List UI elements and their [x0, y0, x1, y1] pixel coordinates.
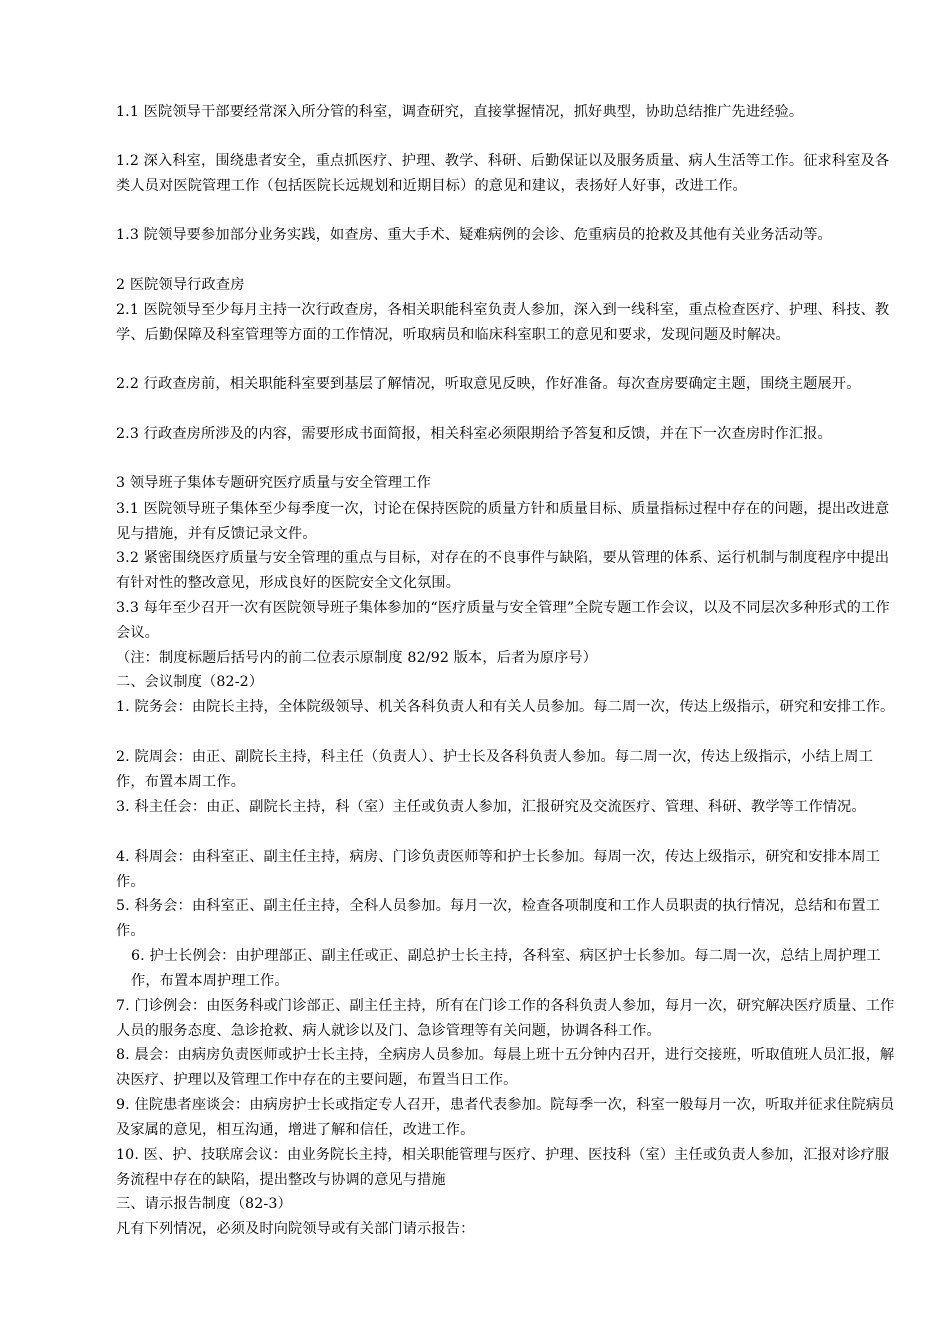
paragraph-1-3: 1.3 院领导要参加部分业务实践，如查房、重大手术、疑难病例的会诊、危重病员的抢救及其他有关业务活动等。 [116, 227, 832, 243]
paragraph-1-1: 1.1 医院领导干部要经常深入所分管的科室，调查研究，直接掌握情况，抓好典型，协助总结推广先进经验。 [116, 104, 804, 120]
meeting-item-1: 1. 院务会：由院长主持，全体院级领导、机关各科负责人和有关人员参加。每二周一次，传达上级指示，研究和安排工作。 [116, 699, 895, 715]
heading-3: 3 领导班子集体专题研究医疗质量与安全管理工作 [116, 475, 431, 491]
meeting-item-7: 7. 门诊例会：由医务科或门诊部正、副主任主持，所有在门诊工作的各科负责人参加，每月一次，研究解决医疗质量、工作人员的服务态度、急诊抢救、病人就诊以及门、急诊管理等有关问题，协调各科工作。 [116, 998, 895, 1039]
paragraph-3-1: 3.1 医院领导班子集体至少每季度一次，讨论在保持医院的质量方针和质量目标、质量指标过程中存在的问题，提出改进意见与措施，并有反馈记录文件。 [116, 501, 890, 542]
meeting-item-9: 9. 住院患者座谈会：由病房护士长或指定专人召开，患者代表参加。院每季一次，科室一般每月一次，听取并征求住院病员及家属的意见，相互沟通，增进了解和信任，改进工作。 [116, 1097, 895, 1138]
section-meeting-heading: 二、会议制度（82-2） [116, 674, 264, 690]
paragraph-2-1: 2.1 医院领导至少每月主持一次行政查房，各相关职能科室负责人参加，深入到一线科室，重点检查医疗、护理、科技、教学、后勤保障及科室管理等方面的工作情况，听取病员和临床科室职工的意见和要求，发现问题及时解决。 [116, 302, 890, 343]
note: （注：制度标题后括号内的前二位表示原制度 82/92 版本，后者为原序号） [116, 650, 598, 666]
heading-2: 2 医院领导行政查房 [116, 277, 245, 293]
meeting-item-2: 2. 院周会：由正、副院长主持，科主任（负责人）、护士长及各科负责人参加。每二周一次，传达上级指示，小结上周工作，布置本周工作。 [116, 749, 873, 790]
meeting-item-10: 10. 医、护、技联席会议：由业务院长主持，相关职能管理与医疗、护理、医技科（室）主任或负责人参加，汇报对诊疗服务流程中存在的缺陷，提出整改与协调的意见与措施 [116, 1147, 890, 1188]
paragraph-2-3: 2.3 行政查房所涉及的内容，需要形成书面简报，相关科室必须限期给予答复和反馈，并在下一次查房时作汇报。 [116, 426, 832, 442]
meeting-item-4: 4. 科周会：由科室正、副主任主持，病房、门诊负责医师等和护士长参加。每周一次，传达上级指示，研究和安排本周工作。 [116, 849, 881, 890]
meeting-item-3: 3. 科主任会：由正、副院长主持，科（室）主任或负责人参加，汇报研究及交流医疗、管理、科研、教学等工作情况。 [116, 799, 866, 815]
meeting-item-6: 6. 护士长例会：由护理部正、副主任或正、副总护士长主持，各科室、病区护士长参加。每二周一次，总结上周护理工作，布置本周护理工作。 [131, 948, 881, 989]
section-report-heading: 三、请示报告制度（82-3） [116, 1196, 292, 1212]
paragraph-3-3: 3.3 每年至少召开一次有医院领导班子集体参加的“医疗质量与安全管理”全院专题工作会议，以及不同层次多种形式的工作会议。 [116, 600, 890, 641]
meeting-item-5: 5. 科务会：由科室正、副主任主持，全科人员参加。每月一次，检查各项制度和工作人员职责的执行情况，总结和布置工作。 [116, 898, 881, 939]
report-intro: 凡有下列情况，必须及时向院领导或有关部门请示报告： [116, 1221, 475, 1237]
paragraph-2-2: 2.2 行政查房前，相关职能科室要到基层了解情况，听取意见反映，作好准备。每次查房要确定主题，围绕主题展开。 [116, 376, 861, 392]
paragraph-3-2: 3.2 紧密围绕医疗质量与安全管理的重点与目标，对存在的不良事件与缺陷，要从管理的体系、运行机制与制度程序中提出有针对性的整改意见，形成良好的医院安全文化氛围。 [116, 550, 890, 591]
paragraph-1-2: 1.2 深入科室，围绕患者安全，重点抓医疗、护理、教学、科研、后勤保证以及服务质量、病人生活等工作。征求科室及各类人员对医院管理工作（包括医院长远规划和近期目标）的意见和建议，表扬好人好事，改进工作。 [116, 153, 890, 194]
meeting-item-8: 8. 晨会：由病房负责医师或护士长主持，全病房人员参加。每晨上班十五分钟内召开，进行交接班，听取值班人员汇报，解决医疗、护理以及管理工作中存在的主要问题，布置当日工作。 [116, 1047, 895, 1088]
